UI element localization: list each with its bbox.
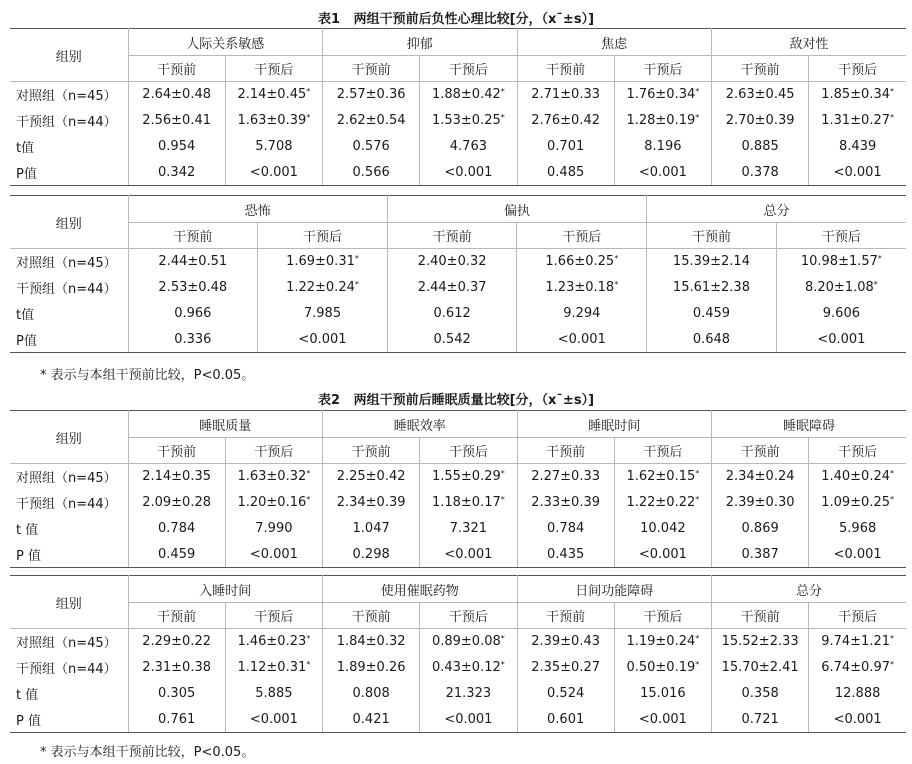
data-cell: 2.71±0.33 — [517, 82, 614, 108]
domain-header: 睡眠障碍 — [712, 411, 907, 438]
data-cell: 1.62±0.15* — [614, 464, 711, 490]
row-label: P 值 — [10, 707, 128, 733]
data-cell: 2.39±0.43 — [517, 629, 614, 655]
data-cell: <0.001 — [420, 707, 517, 733]
sub-header: 干预后 — [225, 438, 322, 464]
data-cell: <0.001 — [809, 542, 906, 568]
data-cell: 0.378 — [712, 160, 809, 186]
data-cell: 0.954 — [128, 134, 225, 160]
table1-note: * 表示与本组干预前比较，P<0.05。 — [40, 368, 255, 383]
data-cell: 0.89±0.08* — [420, 629, 517, 655]
data-cell: 2.34±0.24 — [712, 464, 809, 490]
sub-header: 干预前 — [712, 56, 809, 82]
data-cell: 1.66±0.25* — [517, 249, 647, 275]
domain-header: 敌对性 — [712, 29, 907, 56]
data-cell: 9.606 — [822, 306, 860, 321]
data-cell: 2.44±0.51 — [128, 249, 258, 275]
data-cell: <0.001 — [225, 160, 322, 186]
sub-header: 干预后 — [809, 438, 906, 464]
row-label: 对照组（n=45） — [10, 82, 128, 108]
data-cell: 2.14±0.45* — [225, 82, 322, 108]
row-label: 干预组（n=44） — [10, 655, 128, 681]
domain-header: 入睡时间 — [128, 576, 323, 603]
data-cell: 2.31±0.38 — [128, 655, 225, 681]
sub-header: 干预后 — [809, 603, 906, 629]
data-cell: 1.89±0.26 — [323, 655, 420, 681]
data-cell: 0.701 — [517, 134, 614, 160]
data-cell: <0.001 — [420, 542, 517, 568]
data-cell: 2.53±0.48 — [128, 275, 258, 301]
data-cell: 2.35±0.27 — [517, 655, 614, 681]
data-cell: 1.22±0.22* — [614, 490, 711, 516]
data-cell: 1.28±0.19* — [614, 108, 711, 134]
row-label: P值 — [10, 327, 128, 353]
data-cell: 0.336 — [128, 327, 258, 353]
data-cell: 2.63±0.45 — [712, 82, 809, 108]
data-cell: 1.85±0.34* — [821, 87, 895, 103]
row-label: 对照组（n=45） — [10, 464, 128, 490]
data-cell: 0.761 — [128, 707, 225, 733]
sub-header: 干预前 — [128, 56, 225, 82]
sub-header: 干预前 — [517, 56, 614, 82]
domain-header: 日间功能障碍 — [517, 576, 712, 603]
data-cell: 10.042 — [614, 516, 711, 542]
data-cell: 0.784 — [517, 516, 614, 542]
sub-header: 干预后 — [225, 603, 322, 629]
sub-header: 干预后 — [776, 223, 906, 249]
data-cell: 5.885 — [225, 681, 322, 707]
sub-header: 干预前 — [712, 603, 809, 629]
data-cell: 0.358 — [712, 681, 809, 707]
data-cell: 0.784 — [128, 516, 225, 542]
sub-header: 干预前 — [323, 603, 420, 629]
data-cell: 2.64±0.48 — [128, 82, 225, 108]
data-cell: 2.76±0.42 — [517, 108, 614, 134]
data-cell: 15.61±2.38 — [647, 275, 777, 301]
domain-header: 恐怖 — [128, 196, 387, 223]
data-cell: 15.016 — [614, 681, 711, 707]
data-cell: 1.84±0.32 — [323, 629, 420, 655]
data-cell: 8.439 — [839, 139, 877, 154]
data-cell: 0.566 — [323, 160, 420, 186]
data-cell: 15.70±2.41 — [712, 655, 809, 681]
data-cell: 0.721 — [712, 707, 809, 733]
data-cell: 0.459 — [647, 301, 777, 327]
data-cell: 1.53±0.25* — [420, 108, 517, 134]
data-cell: 21.323 — [420, 681, 517, 707]
data-cell: 1.46±0.23* — [225, 629, 322, 655]
data-cell: 7.985 — [258, 301, 388, 327]
domain-header: 使用催眠药物 — [323, 576, 518, 603]
data-cell: 2.33±0.39 — [517, 490, 614, 516]
data-cell: 8.196 — [614, 134, 711, 160]
row-label: P值 — [10, 160, 128, 186]
row-label: t 值 — [10, 681, 128, 707]
data-cell: 0.576 — [323, 134, 420, 160]
data-cell: <0.001 — [258, 327, 388, 353]
data-cell: 1.18±0.17* — [420, 490, 517, 516]
domain-header: 人际关系敏感 — [128, 29, 323, 56]
data-cell: 2.62±0.54 — [323, 108, 420, 134]
sub-header: 干预后 — [809, 56, 906, 82]
data-cell: <0.001 — [614, 542, 711, 568]
data-cell: 2.09±0.28 — [128, 490, 225, 516]
data-cell: 0.648 — [647, 327, 777, 353]
domain-header: 总分 — [647, 196, 906, 223]
data-cell: <0.001 — [225, 707, 322, 733]
data-cell: <0.001 — [225, 542, 322, 568]
data-cell: 0.305 — [128, 681, 225, 707]
data-cell: 0.43±0.12* — [420, 655, 517, 681]
sub-header: 干预后 — [614, 56, 711, 82]
data-cell: 2.27±0.33 — [517, 464, 614, 490]
sub-header: 干预后 — [614, 438, 711, 464]
data-cell: 15.39±2.14 — [647, 249, 777, 275]
data-cell: 2.25±0.42 — [323, 464, 420, 490]
data-cell: 6.74±0.97* — [821, 660, 895, 675]
data-cell: 2.34±0.39 — [323, 490, 420, 516]
sub-header: 干预前 — [647, 223, 777, 249]
row-label: t值 — [10, 134, 128, 160]
sub-header: 干预后 — [420, 438, 517, 464]
data-cell: 1.63±0.39* — [225, 108, 322, 134]
domain-header: 睡眠效率 — [323, 411, 518, 438]
table1-part-a — [10, 28, 906, 186]
data-cell: <0.001 — [614, 160, 711, 186]
data-cell: <0.001 — [776, 327, 906, 353]
row-label: 干预组（n=44） — [10, 108, 128, 134]
data-cell: 1.19±0.24* — [614, 629, 711, 655]
data-cell: 5.968 — [839, 521, 877, 536]
table1-part-b — [10, 195, 906, 353]
data-cell: 0.601 — [517, 707, 614, 733]
sub-header: 干预后 — [420, 56, 517, 82]
sub-header: 干预后 — [517, 223, 647, 249]
group-header: 组别 — [10, 29, 128, 82]
row-label: 干预组（n=44） — [10, 275, 128, 301]
data-cell: 0.542 — [387, 327, 517, 353]
data-cell: 0.808 — [323, 681, 420, 707]
group-header: 组别 — [10, 576, 128, 629]
domain-header: 偏执 — [387, 196, 646, 223]
data-cell: 1.12±0.31* — [225, 655, 322, 681]
domain-header: 总分 — [712, 576, 907, 603]
data-cell: <0.001 — [809, 160, 906, 186]
table2-caption: 表2 两组干预前后睡眠质量比较[分，（x¯±s）] — [317, 393, 595, 408]
group-header: 组别 — [10, 196, 128, 249]
data-cell: 0.459 — [128, 542, 225, 568]
data-cell: 1.31±0.27* — [821, 113, 895, 128]
data-cell: 0.869 — [712, 516, 809, 542]
table1-caption: 表1 两组干预前后负性心理比较[分，（x¯±s）] — [317, 12, 595, 27]
data-cell: 2.29±0.22 — [128, 629, 225, 655]
data-cell: 7.990 — [225, 516, 322, 542]
data-cell: 1.63±0.32* — [225, 464, 322, 490]
table2-part-a — [10, 410, 906, 568]
data-cell: 0.885 — [712, 134, 809, 160]
data-cell: 0.342 — [128, 160, 225, 186]
data-cell: 9.294 — [517, 301, 647, 327]
data-cell: 0.435 — [517, 542, 614, 568]
data-cell: <0.001 — [809, 707, 906, 733]
data-cell: 2.14±0.35 — [128, 464, 225, 490]
data-cell: 1.09±0.25* — [821, 495, 895, 510]
sub-header: 干预前 — [387, 223, 517, 249]
sub-header: 干预前 — [712, 438, 809, 464]
sub-header: 干预前 — [323, 438, 420, 464]
domain-header: 睡眠质量 — [128, 411, 323, 438]
data-cell: 0.298 — [323, 542, 420, 568]
data-cell: 2.44±0.37 — [387, 275, 517, 301]
data-cell: 2.56±0.41 — [128, 108, 225, 134]
table2-note: * 表示与本组干预前比较，P<0.05。 — [40, 745, 255, 760]
data-cell: <0.001 — [420, 160, 517, 186]
sub-header: 干预前 — [517, 603, 614, 629]
domain-header: 睡眠时间 — [517, 411, 712, 438]
data-cell: 0.485 — [517, 160, 614, 186]
data-cell: 1.22±0.24* — [258, 275, 388, 301]
group-header: 组别 — [10, 411, 128, 464]
data-cell: 1.20±0.16* — [225, 490, 322, 516]
data-cell: 0.524 — [517, 681, 614, 707]
data-cell: 2.40±0.32 — [387, 249, 517, 275]
data-cell: <0.001 — [614, 707, 711, 733]
data-cell: 1.55±0.29* — [420, 464, 517, 490]
data-cell: 12.888 — [834, 686, 881, 701]
data-cell: <0.001 — [517, 327, 647, 353]
row-label: 干预组（n=44） — [10, 490, 128, 516]
data-cell: 4.763 — [420, 134, 517, 160]
data-cell: 15.52±2.33 — [712, 629, 809, 655]
sub-header: 干预前 — [128, 603, 225, 629]
sub-header: 干预前 — [128, 223, 258, 249]
row-label: P 值 — [10, 542, 128, 568]
data-cell: 0.387 — [712, 542, 809, 568]
row-label: 对照组（n=45） — [10, 629, 128, 655]
sub-header: 干预前 — [517, 438, 614, 464]
domain-header: 抑郁 — [323, 29, 518, 56]
data-cell: 2.57±0.36 — [323, 82, 420, 108]
data-cell: 2.39±0.30 — [712, 490, 809, 516]
sub-header: 干预后 — [258, 223, 388, 249]
data-cell: 1.69±0.31* — [258, 249, 388, 275]
sub-header: 干预后 — [420, 603, 517, 629]
data-cell: 0.966 — [128, 301, 258, 327]
sub-header: 干预前 — [323, 56, 420, 82]
data-cell: 1.23±0.18* — [517, 275, 647, 301]
data-cell: 8.20±1.08* — [804, 280, 878, 295]
data-cell: 10.98±1.57* — [800, 254, 882, 270]
data-cell: 5.708 — [225, 134, 322, 160]
data-cell: 9.74±1.21* — [821, 634, 895, 650]
row-label: t值 — [10, 301, 128, 327]
data-cell: 0.612 — [387, 301, 517, 327]
data-cell: 7.321 — [420, 516, 517, 542]
data-cell: 1.76±0.34* — [614, 82, 711, 108]
data-cell: 1.88±0.42* — [420, 82, 517, 108]
table2-part-b — [10, 575, 906, 733]
data-cell: 0.50±0.19* — [614, 655, 711, 681]
sub-header: 干预后 — [225, 56, 322, 82]
sub-header: 干预前 — [128, 438, 225, 464]
data-cell: 1.40±0.24* — [821, 469, 895, 485]
domain-header: 焦虑 — [517, 29, 712, 56]
row-label: 对照组（n=45） — [10, 249, 128, 275]
data-cell: 1.047 — [323, 516, 420, 542]
row-label: t 值 — [10, 516, 128, 542]
data-cell: 0.421 — [323, 707, 420, 733]
sub-header: 干预后 — [614, 603, 711, 629]
data-cell: 2.70±0.39 — [712, 108, 809, 134]
